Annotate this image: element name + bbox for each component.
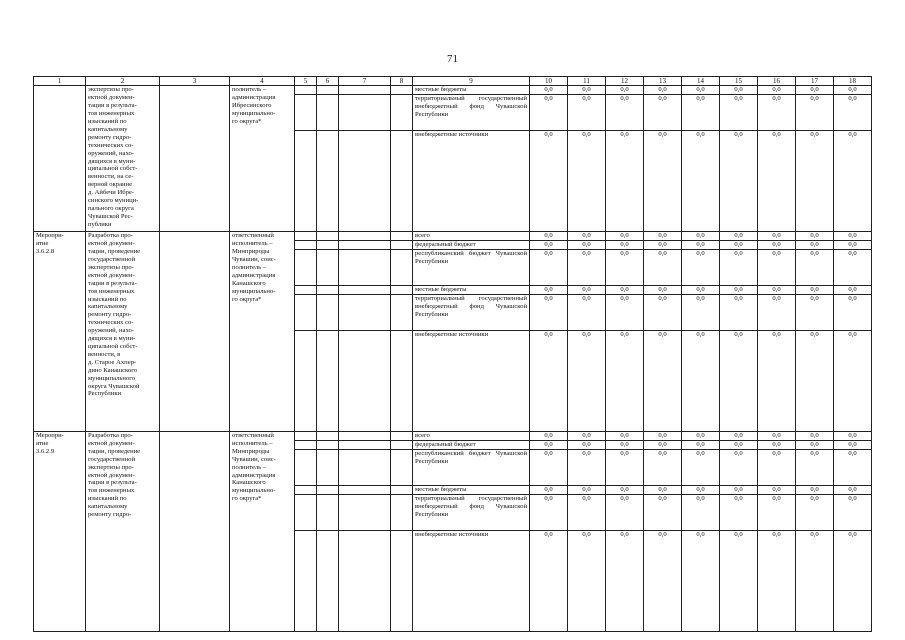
funding-source: территориальный государственный внебюджетный фонд Чувашской Республики — [413, 494, 530, 530]
amount-cell: 0,0 — [796, 295, 834, 331]
code-cell — [317, 295, 339, 331]
code-cell — [317, 449, 339, 485]
code-cell — [391, 530, 413, 631]
amount-cell: 0,0 — [568, 286, 606, 295]
code-cell — [339, 295, 391, 331]
amount-cell: 0,0 — [568, 432, 606, 441]
amount-cell: 0,0 — [758, 250, 796, 286]
amount-cell: 0,0 — [606, 95, 644, 131]
code-cell — [391, 440, 413, 449]
amount-cell: 0,0 — [720, 286, 758, 295]
amount-cell: 0,0 — [720, 131, 758, 232]
amount-cell: 0,0 — [530, 241, 568, 250]
code-cell — [391, 432, 413, 441]
code-cell — [295, 232, 317, 241]
amount-cell: 0,0 — [834, 295, 872, 331]
code-cell — [391, 485, 413, 494]
event-description: Разработка про- ектной докумен- тации, проведение государственной экспертизы про- ектной докумен- тации в результа- тов инженерных изысканий по капитальному ремонту гидро- — [86, 432, 160, 632]
amount-cell: 0,0 — [568, 440, 606, 449]
amount-cell: 0,0 — [682, 331, 720, 432]
code-cell — [317, 95, 339, 131]
amount-cell: 0,0 — [720, 494, 758, 530]
event-code-cell: Меропри- ятие 3.6.2.8 — [34, 232, 86, 432]
amount-cell: 0,0 — [834, 86, 872, 95]
amount-cell: 0,0 — [758, 530, 796, 631]
code-cell — [295, 131, 317, 232]
column-number: 11 — [568, 77, 606, 86]
amount-cell: 0,0 — [834, 449, 872, 485]
amount-cell: 0,0 — [720, 331, 758, 432]
amount-cell: 0,0 — [682, 485, 720, 494]
amount-cell: 0,0 — [568, 232, 606, 241]
column-number: 2 — [86, 77, 160, 86]
amount-cell: 0,0 — [720, 485, 758, 494]
column-number: 16 — [758, 77, 796, 86]
amount-cell: 0,0 — [644, 232, 682, 241]
column-number: 4 — [230, 77, 295, 86]
code-cell — [339, 432, 391, 441]
amount-cell: 0,0 — [796, 250, 834, 286]
code-cell — [295, 530, 317, 631]
code-cell — [339, 485, 391, 494]
code-cell — [391, 286, 413, 295]
amount-cell: 0,0 — [796, 449, 834, 485]
amount-cell: 0,0 — [568, 449, 606, 485]
amount-cell: 0,0 — [796, 241, 834, 250]
amount-cell: 0,0 — [720, 232, 758, 241]
code-cell — [295, 86, 317, 95]
amount-cell: 0,0 — [530, 131, 568, 232]
code-cell — [391, 494, 413, 530]
amount-cell: 0,0 — [606, 449, 644, 485]
funding-source: республиканский бюджет Чувашской Республики — [413, 449, 530, 485]
code-cell — [295, 449, 317, 485]
amount-cell: 0,0 — [758, 449, 796, 485]
amount-cell: 0,0 — [644, 485, 682, 494]
table-row — [34, 86, 872, 95]
amount-cell: 0,0 — [530, 494, 568, 530]
code-cell — [295, 241, 317, 250]
amount-cell: 0,0 — [644, 530, 682, 631]
amount-cell: 0,0 — [568, 530, 606, 631]
amount-cell: 0,0 — [758, 440, 796, 449]
amount-cell: 0,0 — [758, 485, 796, 494]
table-row — [34, 232, 872, 241]
amount-cell: 0,0 — [606, 440, 644, 449]
code-cell — [295, 250, 317, 286]
amount-cell: 0,0 — [644, 331, 682, 432]
code-cell — [317, 331, 339, 432]
code-cell — [295, 494, 317, 530]
code-cell — [339, 331, 391, 432]
amount-cell: 0,0 — [796, 432, 834, 441]
amount-cell: 0,0 — [758, 86, 796, 95]
code-cell — [295, 485, 317, 494]
code-cell — [339, 494, 391, 530]
amount-cell: 0,0 — [606, 494, 644, 530]
amount-cell: 0,0 — [568, 86, 606, 95]
amount-cell: 0,0 — [682, 131, 720, 232]
amount-cell: 0,0 — [644, 241, 682, 250]
amount-cell: 0,0 — [530, 440, 568, 449]
column-number: 5 — [295, 77, 317, 86]
code-cell — [295, 295, 317, 331]
amount-cell: 0,0 — [568, 494, 606, 530]
amount-cell: 0,0 — [530, 286, 568, 295]
funding-source: территориальный государственный внебюджетный фонд Чувашской Республики — [413, 95, 530, 131]
amount-cell: 0,0 — [568, 331, 606, 432]
column-number: 18 — [834, 77, 872, 86]
goal-indicator-cell — [160, 232, 230, 432]
amount-cell: 0,0 — [644, 131, 682, 232]
amount-cell: 0,0 — [682, 250, 720, 286]
program-table — [33, 76, 872, 632]
amount-cell: 0,0 — [834, 331, 872, 432]
amount-cell: 0,0 — [606, 530, 644, 631]
amount-cell: 0,0 — [568, 485, 606, 494]
amount-cell: 0,0 — [568, 131, 606, 232]
code-cell — [317, 440, 339, 449]
code-cell — [317, 131, 339, 232]
code-cell — [391, 449, 413, 485]
code-cell — [317, 232, 339, 241]
amount-cell: 0,0 — [758, 286, 796, 295]
amount-cell: 0,0 — [682, 449, 720, 485]
amount-cell: 0,0 — [758, 432, 796, 441]
amount-cell: 0,0 — [606, 331, 644, 432]
code-cell — [295, 432, 317, 441]
amount-cell: 0,0 — [530, 250, 568, 286]
event-description: экспертизы про- ектной докумен- тации в результа- тов инженерных изысканий по капитальному ремонту гидро- технических со- оружений, нахо- дящихся в муни- ципальной собст- венности, на се- верной окраине д. Айбечи Ибре- синского муници- пального округа Чувашской Рес- публики — [86, 86, 160, 232]
code-cell — [317, 86, 339, 95]
amount-cell: 0,0 — [606, 250, 644, 286]
funding-source: республиканский бюджет Чувашской Республики — [413, 250, 530, 286]
code-cell — [295, 95, 317, 131]
amount-cell: 0,0 — [834, 432, 872, 441]
amount-cell: 0,0 — [834, 494, 872, 530]
code-cell — [295, 331, 317, 432]
amount-cell: 0,0 — [834, 95, 872, 131]
funding-source: территориальный государственный внебюджетный фонд Чувашской Республики — [413, 295, 530, 331]
amount-cell: 0,0 — [682, 432, 720, 441]
amount-cell: 0,0 — [834, 286, 872, 295]
amount-cell: 0,0 — [834, 250, 872, 286]
amount-cell: 0,0 — [644, 250, 682, 286]
amount-cell: 0,0 — [530, 232, 568, 241]
amount-cell: 0,0 — [720, 530, 758, 631]
code-cell — [339, 286, 391, 295]
amount-cell: 0,0 — [530, 530, 568, 631]
column-number: 8 — [391, 77, 413, 86]
code-cell — [339, 86, 391, 95]
funding-source: всего — [413, 432, 530, 441]
table-row — [34, 432, 872, 441]
code-cell — [391, 331, 413, 432]
code-cell — [317, 241, 339, 250]
amount-cell: 0,0 — [606, 432, 644, 441]
amount-cell: 0,0 — [796, 286, 834, 295]
funding-source: всего — [413, 232, 530, 241]
event-code-cell — [34, 86, 86, 232]
amount-cell: 0,0 — [682, 494, 720, 530]
amount-cell: 0,0 — [796, 530, 834, 631]
amount-cell: 0,0 — [796, 86, 834, 95]
funding-source: внебюджетные источники — [413, 131, 530, 232]
amount-cell: 0,0 — [720, 440, 758, 449]
code-cell — [339, 440, 391, 449]
amount-cell: 0,0 — [682, 440, 720, 449]
amount-cell: 0,0 — [682, 86, 720, 95]
amount-cell: 0,0 — [606, 295, 644, 331]
column-number: 1 — [34, 77, 86, 86]
column-number: 6 — [317, 77, 339, 86]
amount-cell: 0,0 — [758, 95, 796, 131]
code-cell — [391, 250, 413, 286]
column-number: 17 — [796, 77, 834, 86]
column-number: 15 — [720, 77, 758, 86]
column-number: 7 — [339, 77, 391, 86]
goal-indicator-cell — [160, 86, 230, 232]
amount-cell: 0,0 — [834, 241, 872, 250]
amount-cell: 0,0 — [720, 86, 758, 95]
code-cell — [295, 440, 317, 449]
amount-cell: 0,0 — [530, 485, 568, 494]
funding-source: внебюджетные источники — [413, 331, 530, 432]
amount-cell: 0,0 — [530, 295, 568, 331]
code-cell — [317, 432, 339, 441]
amount-cell: 0,0 — [682, 530, 720, 631]
event-code-cell: Меропри- ятие 3.6.2.9 — [34, 432, 86, 632]
responsible-executor: ответственный исполнитель – Минприроды Чувашии, соис- полнитель – администрация Канашского муниципально- го округа* — [230, 432, 295, 632]
amount-cell: 0,0 — [644, 432, 682, 441]
code-cell — [339, 449, 391, 485]
amount-cell: 0,0 — [530, 449, 568, 485]
code-cell — [339, 250, 391, 286]
code-cell — [317, 530, 339, 631]
amount-cell: 0,0 — [606, 232, 644, 241]
code-cell — [317, 286, 339, 295]
amount-cell: 0,0 — [682, 241, 720, 250]
amount-cell: 0,0 — [606, 131, 644, 232]
code-cell — [339, 95, 391, 131]
amount-cell: 0,0 — [796, 440, 834, 449]
amount-cell: 0,0 — [758, 295, 796, 331]
amount-cell: 0,0 — [720, 250, 758, 286]
code-cell — [317, 250, 339, 286]
amount-cell: 0,0 — [758, 232, 796, 241]
goal-indicator-cell — [160, 432, 230, 632]
amount-cell: 0,0 — [834, 485, 872, 494]
page-number: 71 — [447, 53, 458, 65]
funding-source: местные бюджеты — [413, 485, 530, 494]
amount-cell: 0,0 — [796, 331, 834, 432]
amount-cell: 0,0 — [606, 286, 644, 295]
column-number: 10 — [530, 77, 568, 86]
amount-cell: 0,0 — [606, 241, 644, 250]
amount-cell: 0,0 — [568, 241, 606, 250]
funding-source: федеральный бюджет — [413, 440, 530, 449]
responsible-executor: полнитель – администрация Ибресинского муниципально- го округа* — [230, 86, 295, 232]
amount-cell: 0,0 — [720, 449, 758, 485]
column-number: 9 — [413, 77, 530, 86]
code-cell — [391, 295, 413, 331]
funding-source: местные бюджеты — [413, 286, 530, 295]
amount-cell: 0,0 — [606, 86, 644, 95]
amount-cell: 0,0 — [834, 440, 872, 449]
code-cell — [391, 131, 413, 232]
amount-cell: 0,0 — [758, 131, 796, 232]
event-description: Разработка про- ектной докумен- тации, проведение государственной экспертизы про- ектной докумен- тации в результа- тов инженерных изысканий по капитальному ремонту гидро- технических со- оружений, нахо- дящихся в муни- ципальной собст- венности, в д. Старое Ахпер- дино Канашского муниципального округа Чувашской Республики — [86, 232, 160, 432]
amount-cell: 0,0 — [644, 494, 682, 530]
amount-cell: 0,0 — [834, 530, 872, 631]
column-number: 12 — [606, 77, 644, 86]
amount-cell: 0,0 — [606, 485, 644, 494]
amount-cell: 0,0 — [568, 295, 606, 331]
code-cell — [391, 86, 413, 95]
amount-cell: 0,0 — [644, 286, 682, 295]
amount-cell: 0,0 — [796, 95, 834, 131]
code-cell — [391, 241, 413, 250]
code-cell — [339, 232, 391, 241]
amount-cell: 0,0 — [796, 485, 834, 494]
code-cell — [339, 131, 391, 232]
code-cell — [317, 494, 339, 530]
code-cell — [317, 485, 339, 494]
column-number: 14 — [682, 77, 720, 86]
column-number: 3 — [160, 77, 230, 86]
amount-cell: 0,0 — [568, 250, 606, 286]
amount-cell: 0,0 — [720, 432, 758, 441]
column-number: 13 — [644, 77, 682, 86]
amount-cell: 0,0 — [568, 95, 606, 131]
funding-source: внебюджетные источники — [413, 530, 530, 631]
amount-cell: 0,0 — [644, 440, 682, 449]
amount-cell: 0,0 — [682, 232, 720, 241]
amount-cell: 0,0 — [834, 232, 872, 241]
funding-source: федеральный бюджет — [413, 241, 530, 250]
responsible-executor: ответственный исполнитель – Минприроды Чувашии, соис- полнитель – администрация Канашского муниципально- го округа* — [230, 232, 295, 432]
code-cell — [391, 95, 413, 131]
amount-cell: 0,0 — [530, 95, 568, 131]
funding-source: местные бюджеты — [413, 86, 530, 95]
code-cell — [295, 286, 317, 295]
amount-cell: 0,0 — [758, 241, 796, 250]
amount-cell: 0,0 — [644, 86, 682, 95]
amount-cell: 0,0 — [796, 232, 834, 241]
amount-cell: 0,0 — [796, 131, 834, 232]
amount-cell: 0,0 — [720, 95, 758, 131]
amount-cell: 0,0 — [834, 131, 872, 232]
amount-cell: 0,0 — [644, 295, 682, 331]
amount-cell: 0,0 — [720, 295, 758, 331]
amount-cell: 0,0 — [720, 241, 758, 250]
column-number-row — [34, 77, 872, 86]
amount-cell: 0,0 — [530, 432, 568, 441]
amount-cell: 0,0 — [796, 494, 834, 530]
amount-cell: 0,0 — [758, 331, 796, 432]
amount-cell: 0,0 — [682, 295, 720, 331]
amount-cell: 0,0 — [758, 494, 796, 530]
amount-cell: 0,0 — [644, 449, 682, 485]
amount-cell: 0,0 — [644, 95, 682, 131]
amount-cell: 0,0 — [530, 331, 568, 432]
code-cell — [391, 232, 413, 241]
amount-cell: 0,0 — [530, 86, 568, 95]
code-cell — [339, 241, 391, 250]
amount-cell: 0,0 — [682, 286, 720, 295]
code-cell — [339, 530, 391, 631]
amount-cell: 0,0 — [682, 95, 720, 131]
